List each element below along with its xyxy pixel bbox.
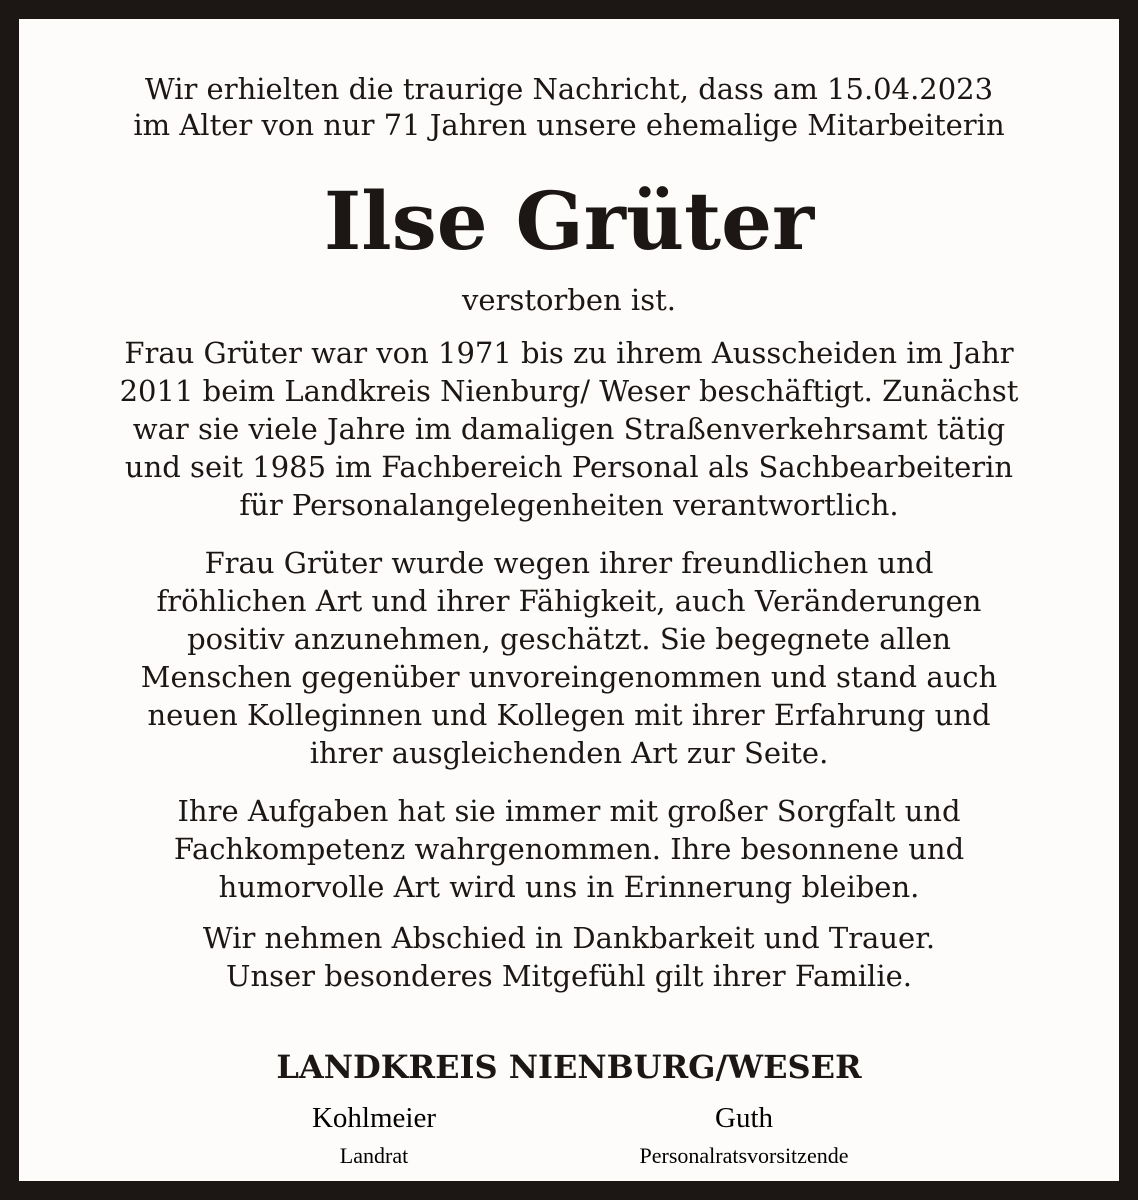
signer-role: Landrat — [339, 1143, 409, 1168]
paragraph-line: war sie viele Jahre im damaligen Straßenverkehrsamt tätig — [132, 412, 1006, 446]
paragraph-line: Frau Grüter wurde wegen ihrer freundlichen und — [204, 546, 934, 580]
signer-guth — [564, 1099, 924, 1171]
paragraph-line: für Personalangelegenheiten verantwortlich. — [239, 488, 899, 522]
paragraph-line: Fachkompetenz wahrgenommen. Ihre besonnene und — [173, 832, 965, 866]
paragraph-career — [38, 334, 1100, 524]
paragraph-line: Wir nehmen Abschied in Dankbarkeit und Trauer. — [202, 921, 936, 955]
paragraph-character — [38, 544, 1100, 772]
paragraph-line: Unser besonderes Mitgefühl gilt ihrer Familie. — [226, 959, 912, 993]
paragraph-line: humorvolle Art wird uns in Erinnerung bleiben. — [218, 870, 920, 904]
paragraph-line: fröhlichen Art und ihrer Fähigkeit, auch Veränderungen — [156, 584, 982, 618]
paragraph-line: 2011 beim Landkreis Nienburg/ Weser beschäftigt. Zunächst — [119, 374, 1019, 408]
died-text: verstorben ist. — [462, 283, 676, 317]
paragraph-duties — [38, 792, 1100, 906]
paragraph-line: und seit 1985 im Fachbereich Personal als Sachbearbeiterin — [124, 450, 1014, 484]
paragraph-line: Frau Grüter war von 1971 bis zu ihrem Ausscheiden im Jahr — [124, 336, 1014, 370]
intro-line: im Alter von nur 71 Jahren unsere ehemalige Mitarbeiterin — [133, 108, 1005, 142]
paragraph-line: ihrer ausgleichenden Art zur Seite. — [309, 736, 829, 770]
signer-role: Personalratsvorsitzende — [639, 1143, 849, 1168]
paragraph-line: Menschen gegenüber unvoreingenommen und stand auch — [140, 660, 998, 694]
paragraph-line: positiv anzunehmen, geschätzt. Sie begegnete allen — [187, 622, 951, 656]
signer-name: Kohlmeier — [311, 1102, 436, 1134]
organization-name: LANDKREIS NIENBURG/WESER — [276, 1048, 862, 1086]
signer-name: Guth — [715, 1102, 773, 1134]
paragraph-farewell — [38, 919, 1100, 995]
intro-text — [38, 71, 1100, 143]
signer-kohlmeier — [194, 1099, 554, 1171]
paragraph-line: neuen Kolleginnen und Kollegen mit ihrer Erfahrung und — [147, 698, 991, 732]
deceased-name: Ilse Grüter — [323, 174, 815, 268]
paragraph-line: Ihre Aufgaben hat sie immer mit großer Sorgfalt und — [177, 794, 961, 828]
intro-line: Wir erhielten die traurige Nachricht, dass am 15.04.2023 — [144, 72, 994, 106]
